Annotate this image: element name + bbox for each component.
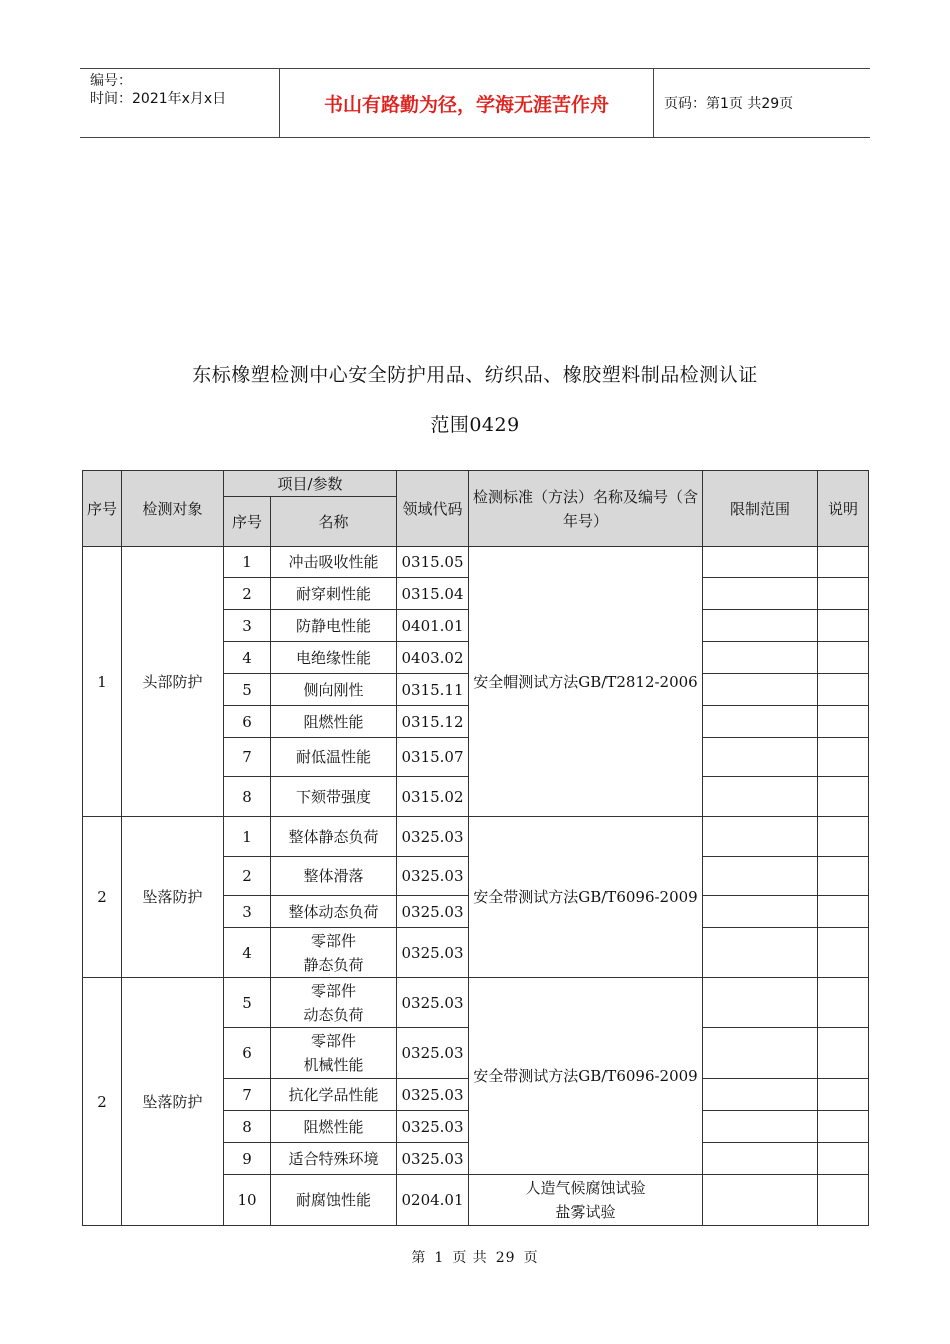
table-row	[83, 547, 869, 578]
group-standard: 安全帽测试方法GB/T2812-2006	[469, 547, 703, 817]
item-code: 0325.03	[397, 1079, 469, 1111]
number-label: 编号：	[90, 73, 132, 89]
item-name: 零部件 动态负荷	[271, 978, 397, 1028]
item-code: 0401.01	[397, 610, 469, 642]
note-cell	[818, 578, 869, 610]
note-cell	[818, 978, 869, 1028]
item-code: 0315.11	[397, 674, 469, 706]
limit-cell	[703, 642, 818, 674]
limit-cell	[703, 896, 818, 928]
note-cell	[818, 817, 869, 857]
limit-cell	[703, 1028, 818, 1079]
item-code: 0315.05	[397, 547, 469, 578]
item-no: 2	[224, 578, 271, 610]
item-code: 0325.03	[397, 1028, 469, 1079]
item-name: 阻燃性能	[271, 1111, 397, 1143]
limit-cell	[703, 674, 818, 706]
group-object: 坠落防护	[122, 817, 224, 978]
item-no: 1	[224, 547, 271, 578]
item-no: 3	[224, 896, 271, 928]
header-note: 说明	[818, 471, 869, 547]
item-code: 0315.12	[397, 706, 469, 738]
item-code: 0403.02	[397, 642, 469, 674]
item-name: 防静电性能	[271, 610, 397, 642]
item-code: 0325.03	[397, 896, 469, 928]
note-cell	[818, 706, 869, 738]
item-standard: 人造气候腐蚀试验 盐雾试验	[469, 1175, 703, 1226]
limit-cell	[703, 817, 818, 857]
item-name: 耐低温性能	[271, 738, 397, 777]
item-no: 3	[224, 610, 271, 642]
item-no: 7	[224, 1079, 271, 1111]
item-code: 0325.03	[397, 1111, 469, 1143]
footer-suffix: 页	[523, 1250, 539, 1266]
item-no: 5	[224, 674, 271, 706]
group-seq: 2	[83, 817, 122, 978]
limit-cell	[703, 706, 818, 738]
note-cell	[818, 738, 869, 777]
item-no: 2	[224, 857, 271, 896]
note-cell	[818, 1143, 869, 1175]
limit-cell	[703, 1111, 818, 1143]
header-standard: 检测标准（方法）名称及编号（含年号）	[469, 471, 703, 547]
limit-cell	[703, 857, 818, 896]
item-name: 电绝缘性能	[271, 642, 397, 674]
note-cell	[818, 674, 869, 706]
header-page-info: 页码：第1页 共29页	[664, 96, 794, 112]
table-row	[83, 817, 869, 857]
item-code: 0325.03	[397, 857, 469, 896]
header-motto: 书山有路勤为径，学海无涯苦作舟	[280, 69, 654, 137]
group-object: 头部防护	[122, 547, 224, 817]
item-name: 抗化学品性能	[271, 1079, 397, 1111]
header-item-param: 项目/参数	[224, 471, 397, 497]
footer-page: 1	[434, 1250, 445, 1266]
item-name: 整体静态负荷	[271, 817, 397, 857]
header-domain-code: 领域代码	[397, 471, 469, 547]
item-no: 10	[224, 1175, 271, 1226]
header-object: 检测对象	[122, 471, 224, 547]
group-object: 坠落防护	[122, 978, 224, 1226]
limit-cell	[703, 1175, 818, 1226]
group-seq: 1	[83, 547, 122, 817]
time-label: 时间：2021年x月x日	[90, 91, 227, 107]
limit-cell	[703, 1143, 818, 1175]
note-cell	[818, 642, 869, 674]
footer-mid: 页 共	[452, 1250, 488, 1266]
header-limit: 限制范围	[703, 471, 818, 547]
limit-cell	[703, 738, 818, 777]
item-name: 适合特殊环境	[271, 1143, 397, 1175]
header-sub-seq: 序号	[224, 497, 271, 547]
header-meta	[80, 69, 280, 137]
note-cell	[818, 857, 869, 896]
limit-cell	[703, 610, 818, 642]
item-no: 8	[224, 777, 271, 817]
group-seq: 2	[83, 978, 122, 1226]
document-title-line1: 东标橡塑检测中心安全防护用品、纺织品、橡胶塑料制品检测认证	[192, 364, 758, 386]
header-seq: 序号	[83, 471, 122, 547]
item-name: 侧向刚性	[271, 674, 397, 706]
note-cell	[818, 610, 869, 642]
limit-cell	[703, 928, 818, 978]
item-no: 5	[224, 978, 271, 1028]
item-no: 4	[224, 642, 271, 674]
footer-prefix: 第	[411, 1250, 427, 1266]
item-no: 6	[224, 706, 271, 738]
item-no: 4	[224, 928, 271, 978]
note-cell	[818, 928, 869, 978]
group-standard: 安全带测试方法GB/T6096-2009	[469, 817, 703, 978]
page-header	[80, 68, 870, 138]
item-code: 0325.03	[397, 817, 469, 857]
item-name: 零部件 机械性能	[271, 1028, 397, 1079]
item-no: 1	[224, 817, 271, 857]
note-cell	[818, 1175, 869, 1226]
note-cell	[818, 1111, 869, 1143]
page-footer	[0, 1247, 950, 1267]
item-no: 8	[224, 1111, 271, 1143]
note-cell	[818, 896, 869, 928]
header-name: 名称	[271, 497, 397, 547]
item-no: 6	[224, 1028, 271, 1079]
note-cell	[818, 1028, 869, 1079]
item-name: 耐腐蚀性能	[271, 1175, 397, 1226]
note-cell	[818, 547, 869, 578]
scope-table	[82, 470, 869, 1226]
note-cell	[818, 1079, 869, 1111]
limit-cell	[703, 578, 818, 610]
item-name: 整体动态负荷	[271, 896, 397, 928]
item-no: 7	[224, 738, 271, 777]
item-code: 0315.07	[397, 738, 469, 777]
table-row	[83, 978, 869, 1028]
item-name: 下颏带强度	[271, 777, 397, 817]
footer-total: 29	[495, 1250, 516, 1266]
limit-cell	[703, 1079, 818, 1111]
item-name: 冲击吸收性能	[271, 547, 397, 578]
item-name: 耐穿刺性能	[271, 578, 397, 610]
item-code: 0204.01	[397, 1175, 469, 1226]
item-name: 零部件 静态负荷	[271, 928, 397, 978]
item-code: 0325.03	[397, 1143, 469, 1175]
item-name: 阻燃性能	[271, 706, 397, 738]
document-title-line2: 范围0429	[430, 414, 520, 436]
item-no: 9	[224, 1143, 271, 1175]
limit-cell	[703, 777, 818, 817]
item-code: 0315.02	[397, 777, 469, 817]
item-code: 0315.04	[397, 578, 469, 610]
item-code: 0325.03	[397, 978, 469, 1028]
group-standard: 安全带测试方法GB/T6096-2009	[469, 978, 703, 1175]
item-code: 0325.03	[397, 928, 469, 978]
limit-cell	[703, 547, 818, 578]
item-name: 整体滑落	[271, 857, 397, 896]
limit-cell	[703, 978, 818, 1028]
note-cell	[818, 777, 869, 817]
